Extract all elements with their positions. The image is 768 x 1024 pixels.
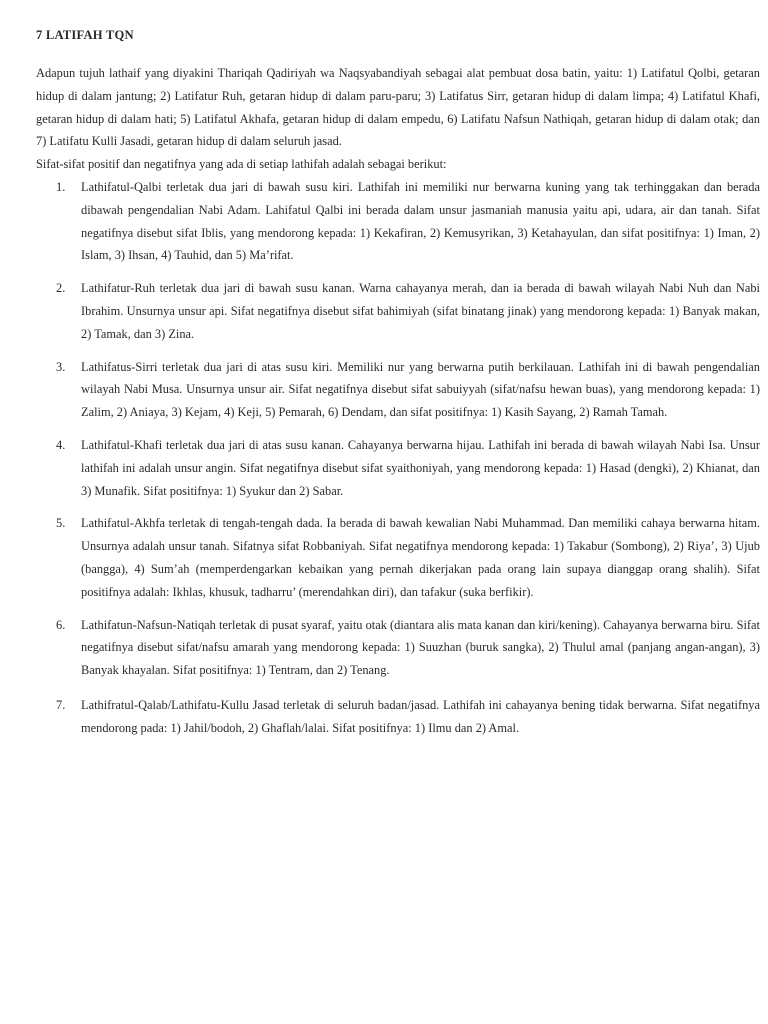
list-item-text: Lathifatul-Qalbi terletak dua jari di bawah susu kiri. Lathifah ini memiliki nur berwarna kuning yang tak terhinggakan dan berada dibawah pengendalian Nabi Adam. Lahifatul Qalbi ini berada dalam unsur jasmaniah manusia yaitu api, udara, air dan tanah. Sifat negatifnya disebut sifat Iblis, yang mendorong kepada: 1) Kekafiran, 2) Kemusyrikan, 3) Ketahayulan, dan sifat positifnya: 1) Iman, 2) Islam, 3) Ihsan, 4) Tauhid, dan 5) Ma’rifat. [81, 179, 760, 263]
lead-paragraph: Sifat-sifat positif dan negatifnya yang ada di setiap lathifah adalah sebagai berikut: [36, 157, 447, 172]
document-title: 7 LATIFAH TQN [36, 28, 134, 42]
list-item-text: Lathifatul-Khafi terletak dua jari di atas susu kanan. Cahayanya berwarna hijau. Lathifah ini berada di bawah wilayah Nabi Isa. Unsur lathifah ini adalah unsur angin. Sifat negatifnya disebut sifat syaithoniyah, yang mendorong kepada: 1) Hasad (dengki), 2) Khianat, dan 3) Munafik. Sifat positifnya: 1) Syukur dan 2) Sabar. [81, 437, 760, 498]
list-item [36, 512, 760, 603]
list-item-text: Lathifatun-Nafsun-Natiqah terletak di pusat syaraf, yaitu otak (diantara alis mata kanan dan kiri/kening). Cahayanya berwarna biru. Sifat negatifnya disebut sifat/nafsu amarah yang mendorong kepada: 1) Suuzhan (buruk sangka), 2) Thulul amal (panjang angan-angan), 3) Banyak khayalan. Sifat positifnya: 1) Tentram, dan 2) Tenang. [81, 617, 760, 678]
list-item [36, 694, 760, 740]
list-item-number: 2. [56, 281, 66, 296]
list-item-text: Lathifatul-Akhfa terletak di tengah-tengah dada. Ia berada di bawah kewalian Nabi Muhammad. Dan memiliki cahaya berwarna hitam. Unsurnya adalah unsur tanah. Sifatnya sifat Robbaniyah. Sifat negatifnya mendorong kepada: 1) Takabur (Sombong), 2) Riya’, 3) Ujub (bangga), 4) Sum’ah (memperdengarkan kebaikan yang pernah dikerjakan pada orang lain supaya dianggap orang shalih). Sifat positifnya adalah: Ikhlas, khusuk, tadharru’ (merendahkan diri), dan tafakur (suka berfikir). [81, 516, 760, 599]
document-page [36, 28, 760, 750]
intro-paragraph: Adapun tujuh lathaif yang diyakini Thariqah Qadiriyah wa Naqsyabandiyah sebagai alat pembuat dosa batin, yaitu: 1) Latifatul Qolbi, getaran hidup di dalam jantung; 2) Latifatur Ruh, getaran hidup di dalam paru-paru; 3) Latifatus Sirr, getaran hidup di dalam limpa; 4) Latifatul Khafi, getaran hidup di dalam hati; 5) Latifatul Akhafa, getaran hidup di dalam empedu, 6) Latifatu Nafsun Nathiqah, getaran hidup di dalam otak; dan 7) Latifatu Kulli Jasadi, getaran hidup di dalam seluruh jasad. [36, 66, 760, 149]
list-item-text: Lathifatur-Ruh terletak dua jari di bawah susu kanan. Warna cahayanya merah, dan ia berada di bawah wilayah Nabi Nuh dan Nabi Ibrahim. Unsurnya unsur api. Sifat negatifnya disebut sifat bahimiyah (sifat binatang jinak) yang mendorong kepada: 1) Banyak makan, 2) Tamak, dan 3) Zina. [81, 281, 760, 341]
list-item-number: 4. [56, 437, 66, 452]
list-item-number: 3. [56, 359, 66, 374]
list-item-number: 1. [56, 179, 66, 194]
list-item [36, 176, 760, 267]
list-item-number: 5. [56, 516, 66, 531]
list-item-number: 7. [56, 697, 66, 712]
list-item [36, 356, 760, 424]
list-item-text: Lathifratul-Qalab/Lathifatu-Kullu Jasad terletak di seluruh badan/jasad. Lathifah ini cahayanya bening tidak berwarna. Sifat negatifnya mendorong pada: 1) Jahil/bodoh, 2) Ghaflah/lalai. Sifat positifnya: 1) Ilmu dan 2) Amal. [81, 697, 760, 735]
list-item-text: Lathifatus-Sirri terletak dua jari di atas susu kiri. Memiliki nur yang berwarna putih berkilauan. Lathifah ini di bawah pengendalian wilayah Nabi Musa. Unsurnya unsur air. Sifat negatifnya disebut sifat sabuiyyah (sifat/nafsu hewan buas), yang mendorong kepada: 1) Zalim, 2) Aniaya, 3) Kejam, 4) Keji, 5) Pemarah, 6) Dendam, dan sifat positifnya: 1) Kasih Sayang, 2) Ramah Tamah. [81, 359, 760, 420]
lathifah-list [36, 176, 760, 740]
list-item-number: 6. [56, 617, 66, 632]
list-item [36, 277, 760, 345]
list-item [36, 614, 760, 682]
list-item [36, 434, 760, 502]
